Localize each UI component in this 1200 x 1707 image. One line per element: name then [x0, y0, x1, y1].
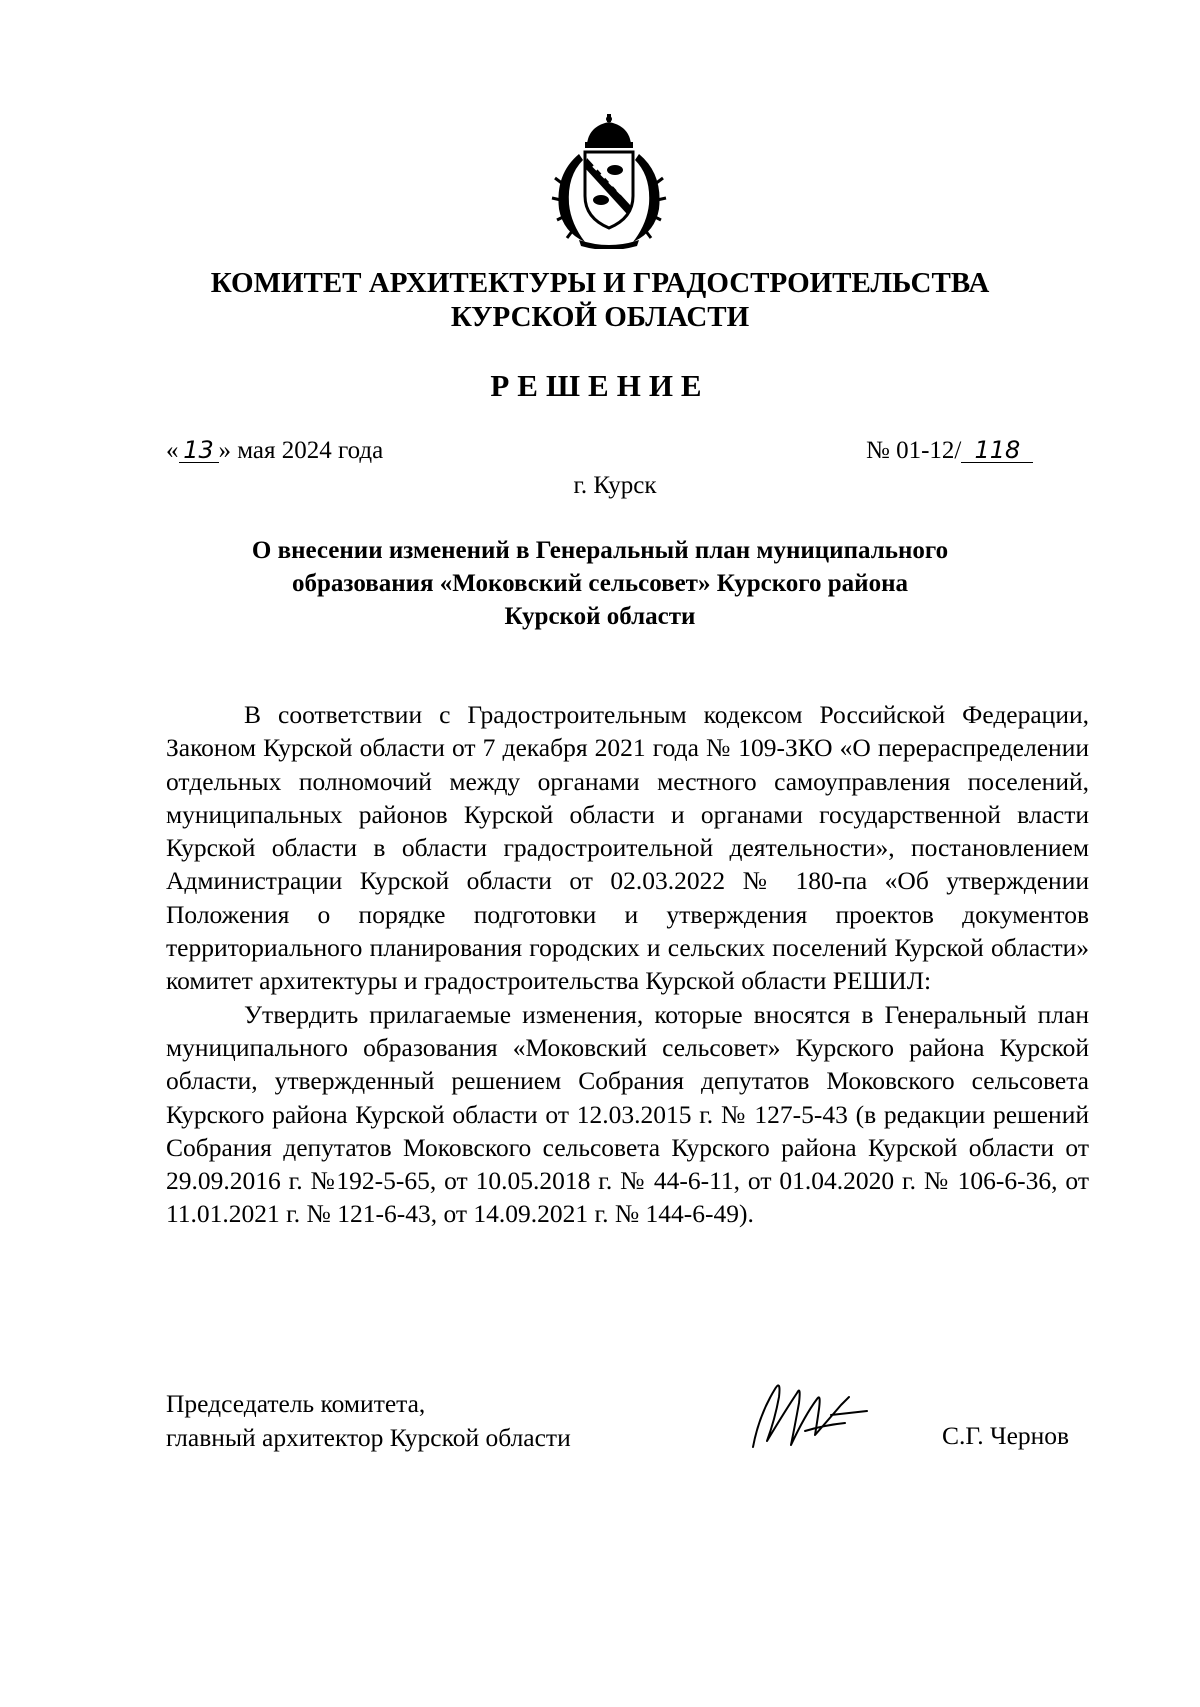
city-name: г. Курск	[573, 472, 657, 499]
subject-line3: Курской области	[504, 603, 696, 630]
subject-line2: образования «Моковский сельсовет» Курского района	[292, 570, 908, 597]
body-paragraph-preamble: В соответствии с Градостроительным кодексом Российской Федерации, Законом Курской области от 7 декабря 2021 года № 109-ЗКО «О перераспределении отдельных полномочий между органами местного самоуправления поселений, муниципальных районов Курской области и органами государственной власти Курской области в области градостроительной деятельности», постановлением Администрации Курской области от 02.03.2022 № 180-па «Об утверждении Положения о порядке подготовки и утверждения проектов документов территориального планирования городских и сельских поселений Курской области» комитет архитектуры и градостроительства Курской области РЕШИЛ:	[166, 700, 1089, 996]
body-paragraph-resolution: Утвердить прилагаемые изменения, которые вносятся в Генеральный план муниципального образования «Моковский сельсовет» Курского района Курской области, утвержденный решением Собрания депутатов Моковского сельсовета Курского района Курской области от 12.03.2015 г. № 127-5-43 (в редакции решений Собрания депутатов Моковского сельсовета Курского района Курской области от 29.09.2016 г. №192-5-65, от 10.05.2018 г. № 44-6-11, от 01.04.2020 г. № 106-6-36, от 11.01.2021 г. № 121-6-43, от 14.09.2021 г. № 144-6-49).	[166, 999, 1089, 1229]
number-prefix: № 01-12/	[866, 437, 962, 464]
signer-role-line2: главный архитектор Курской области	[166, 1423, 571, 1452]
date-open-quote: «	[166, 437, 179, 464]
date-day-handwritten: 13	[179, 438, 219, 463]
coat-of-arms-emblem	[549, 114, 669, 249]
decision-body	[166, 698, 1089, 1231]
decision-date	[166, 437, 383, 465]
subject-line1: О внесении изменений в Генеральный план муниципального	[251, 537, 949, 564]
organization-name-line2: КУРСКОЙ ОБЛАСТИ	[450, 301, 750, 333]
signer-role-line1: Председатель комитета,	[166, 1389, 426, 1418]
decision-subject	[200, 534, 1000, 633]
decision-number	[866, 437, 1033, 465]
document-type-title: РЕШЕНИЕ	[490, 368, 710, 403]
signer-position	[166, 1387, 571, 1455]
signer-name: С.Г. Чернов	[942, 1421, 1070, 1450]
date-month-year: » мая 2024 года	[218, 437, 384, 464]
number-handwritten: 118	[961, 438, 1033, 463]
organization-name-line1: КОМИТЕТ АРХИТЕКТУРЫ И ГРАДОСТРОИТЕЛЬСТВА	[210, 267, 990, 299]
handwritten-signature	[745, 1375, 875, 1455]
